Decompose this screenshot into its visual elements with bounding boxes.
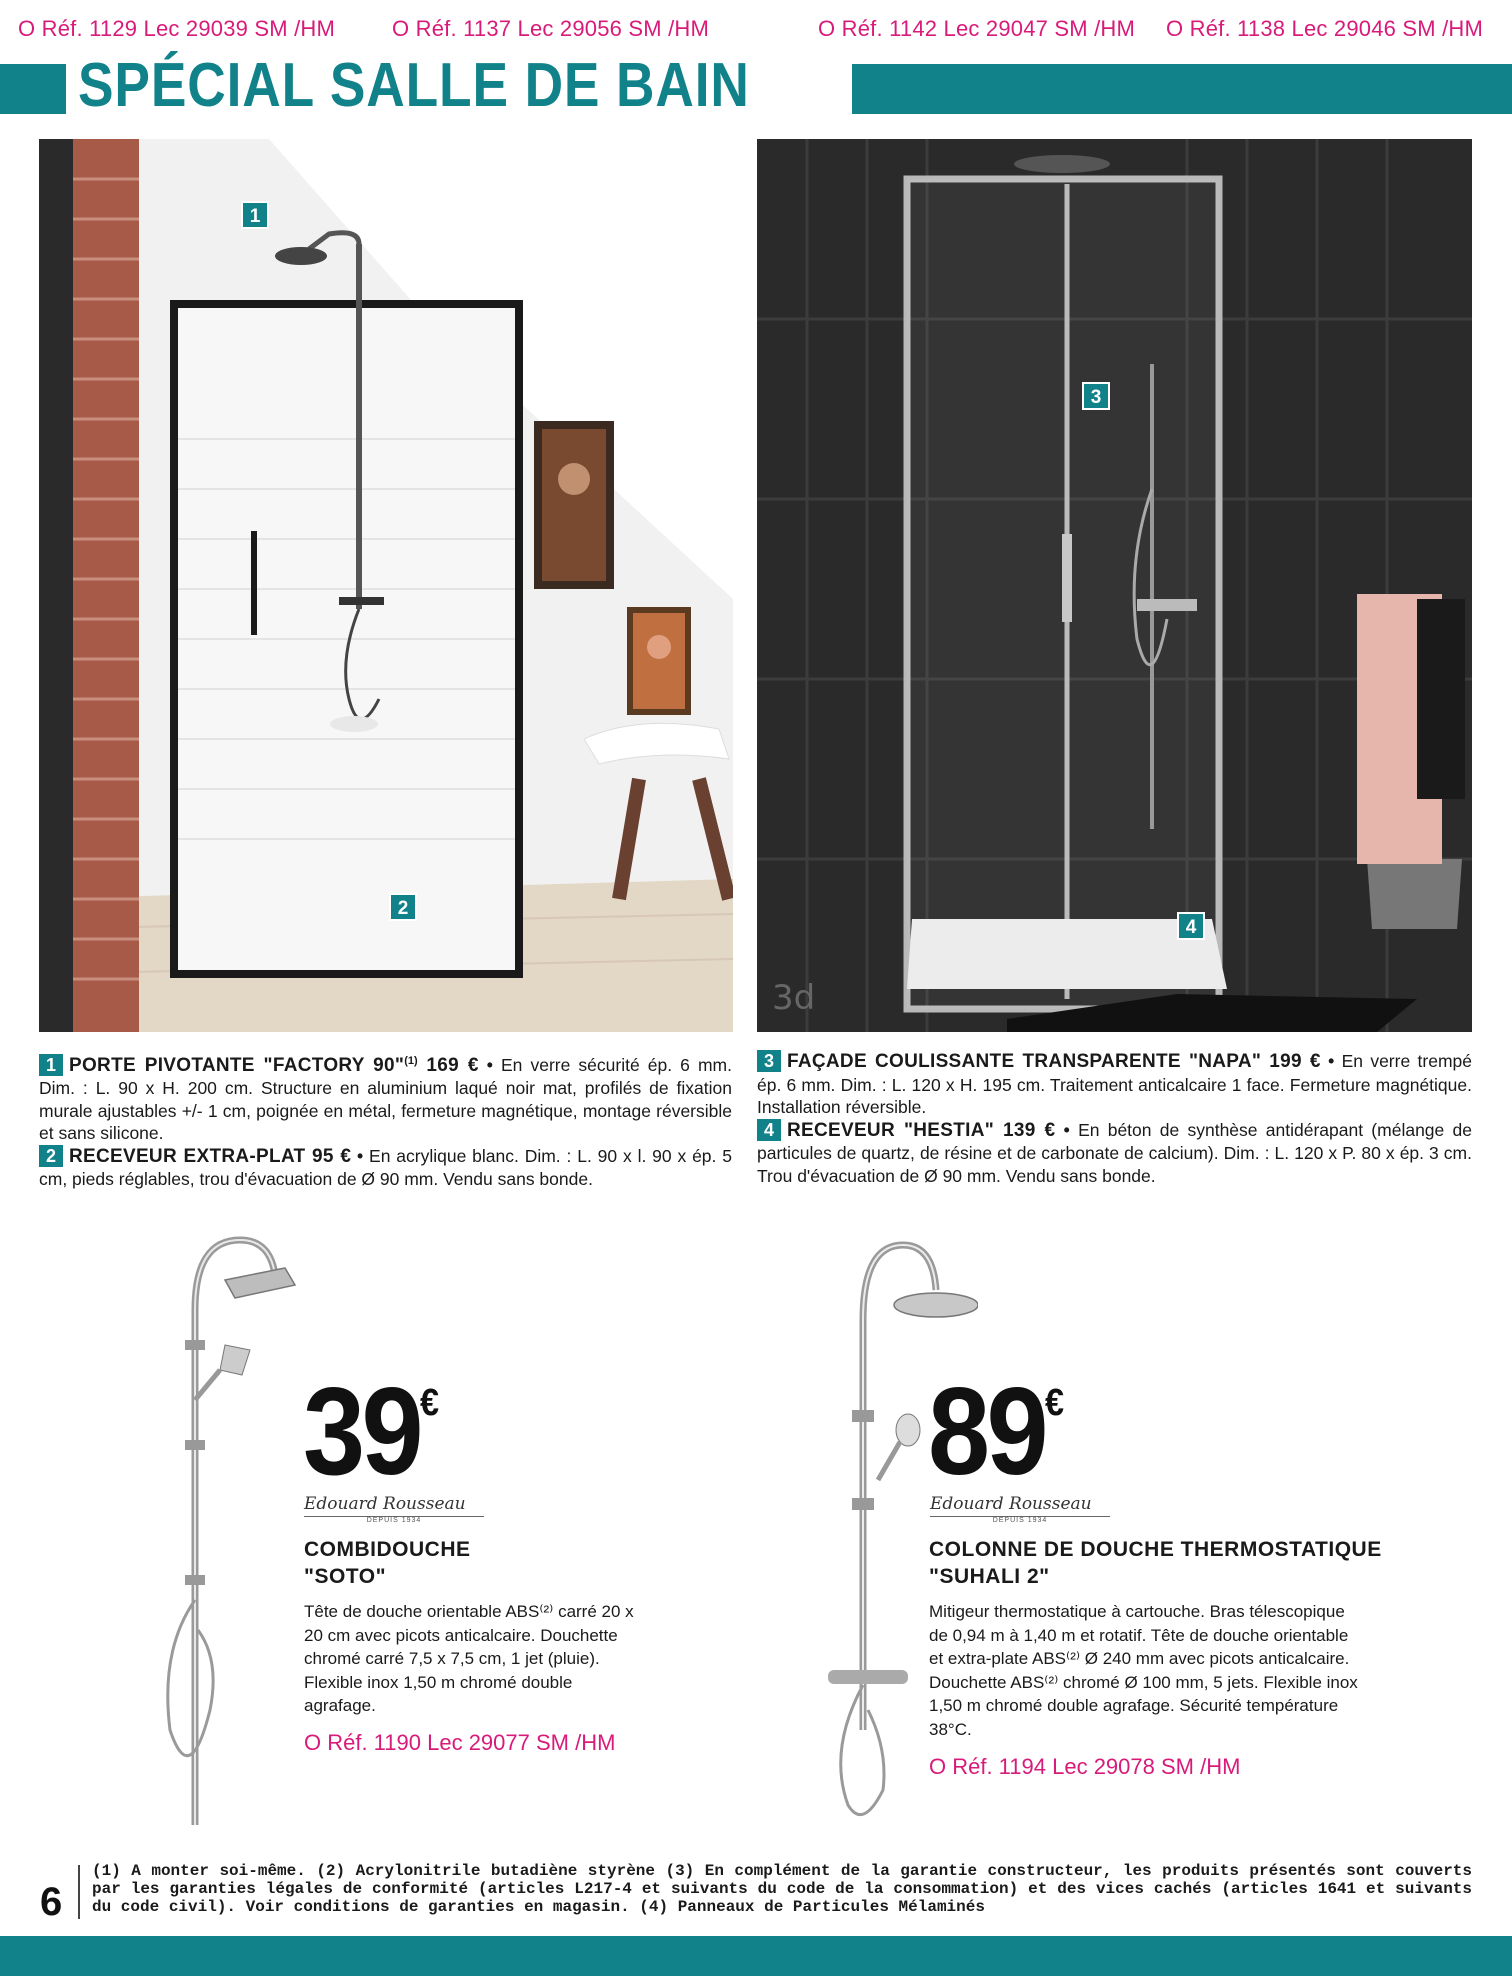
product-name-soto <box>304 1536 471 1590</box>
brand-name-suhali: Edouard Rousseau <box>930 1494 1110 1517</box>
item-sep-3: • <box>1320 1051 1342 1071</box>
item-head-3: FAÇADE COULISSANTE TRANSPARENTE "NAPA" 199 € <box>787 1051 1321 1072</box>
footer-bar <box>0 1936 1512 1976</box>
item-sep-2: • <box>351 1145 370 1166</box>
price-soto <box>303 1363 439 1501</box>
title-bar-left <box>0 64 66 114</box>
item-text-4: En béton de synthèse antidérapant (mélange de particules de quartz, de résine et de carbonate de calcium). Dim. : L. 120 x P. 80 x ép. 3 cm. Trou d'évacuation de Ø 90 mm. Vendu sans bonde. <box>757 1119 1472 1186</box>
product-name-suhali-line2: "SUHALI 2" <box>929 1565 1050 1588</box>
item-num-4: 4 <box>757 1119 781 1141</box>
footer-divider <box>78 1865 80 1919</box>
item-sep-4: • <box>1055 1119 1079 1140</box>
photo-badge-4: 4 <box>1177 912 1205 940</box>
item-text-3: En verre trempé ép. 6 mm. Dim. : L. 120 x H. 195 cm. Traitement anticalcaire 1 face. Fermeture magnétique. Installation réversible. <box>757 1051 1472 1117</box>
price-soto-value: 39 <box>303 1363 420 1501</box>
product-name-soto-line1: COMBIDOUCHE <box>304 1538 471 1561</box>
header-ref-1: O Réf. 1129 Lec 29039 SM /HM <box>18 16 336 41</box>
header-ref-4: O Réf. 1138 Lec 29046 SM /HM <box>1166 16 1484 41</box>
header-ref-2: O Réf. 1137 Lec 29056 SM /HM <box>392 16 710 41</box>
price-suhali-value: 89 <box>928 1363 1045 1501</box>
photo-badge-2: 2 <box>389 893 417 921</box>
product-ref-suhali: O Réf. 1194 Lec 29078 SM /HM <box>929 1754 1241 1779</box>
page-number: 6 <box>40 1880 63 1924</box>
product-desc-soto: Tête de douche orientable ABS⁽²⁾ carré 20 x 20 cm avec picots anticalcaire. Douchette chromé carré 7,5 x 7,5 cm, 1 jet (pluie). Flexible inox 1,50 m chromé double agrafage. <box>304 1602 634 1715</box>
item-head-2: RECEVEUR EXTRA-PLAT 95 € <box>69 1145 352 1167</box>
item-num-2: 2 <box>39 1145 63 1167</box>
photo-factory-illustration <box>39 139 733 1032</box>
product-name-suhali-line1: COLONNE DE DOUCHE THERMOSTATIQUE <box>929 1538 1382 1561</box>
price-suhali-currency: € <box>1044 1382 1064 1424</box>
brand-sub-soto: DEPUIS 1934 <box>366 1517 422 1524</box>
photo-napa-shower <box>757 139 1472 1032</box>
item-head-1: PORTE PIVOTANTE "FACTORY 90" <box>69 1054 405 1076</box>
item-num-1: 1 <box>39 1054 63 1076</box>
item-text-2: En acrylique blanc. Dim. : L. 90 x l. 90 x ép. 5 cm, pieds réglables, trou d'évacuation de Ø 90 mm. Vendu sans bonde. <box>39 1145 732 1190</box>
desc-left <box>39 1050 732 1191</box>
shower-set-soto-icon <box>150 1230 300 1830</box>
item-sup-1: (1) <box>404 1055 418 1067</box>
product-name-suhali <box>929 1536 1382 1590</box>
brand-logo-suhali <box>930 1494 1110 1524</box>
header-ref-3: O Réf. 1142 Lec 29047 SM /HM <box>818 16 1136 41</box>
price-soto-currency: € <box>419 1382 439 1424</box>
photo-napa-illustration <box>757 139 1472 1032</box>
item-num-3: 3 <box>757 1050 781 1072</box>
title-bar-right <box>852 64 1512 114</box>
item-price-1: 169 € <box>417 1054 479 1076</box>
photo-factory-shower <box>39 139 733 1032</box>
brand-name-soto: Edouard Rousseau <box>304 1494 484 1517</box>
product-desc-suhali: Mitigeur thermostatique à cartouche. Bras télescopique de 0,94 m à 1,40 m et rotatif. Tête de douche orientable et extra-plate ABS⁽²⁾ Ø 240 mm avec picots anticalcaire. Douchette ABS⁽²⁾ chromé Ø 100 mm, 5 jets. Flexible inox 1,50 m chromé double agrafage. Sécurité température 38°C. <box>929 1602 1358 1739</box>
desc-right <box>757 1050 1472 1187</box>
desc-item-2 <box>39 1145 732 1191</box>
item-head-4: RECEVEUR "HESTIA" 139 € <box>787 1119 1056 1141</box>
item-sep-1: • <box>478 1054 501 1075</box>
photo-badge-1: 1 <box>241 201 269 229</box>
desc-item-1 <box>39 1050 732 1145</box>
product-soto-image <box>150 1230 300 1830</box>
photo-watermark: 3d <box>772 978 816 1018</box>
price-suhali <box>928 1363 1064 1501</box>
footer-notes: (1) A monter soi-même. (2) Acrylonitrile butadiène styrène (3) En complément de la garantie constructeur, les produits présentés sont couverts par les garanties légales de conformité (articles L217-4 et suivants du code de la consommation) et des vices cachés (articles 1641 et suivants du code civil). Voir conditions de garanties en magasin. (4) Panneaux de Particules Mélaminés <box>92 1862 1472 1916</box>
desc-item-3 <box>757 1050 1472 1119</box>
product-name-soto-line2: "SOTO" <box>304 1565 387 1588</box>
page-title: SPÉCIAL SALLE DE BAIN <box>78 51 750 120</box>
desc-item-4 <box>757 1119 1472 1188</box>
photo-badge-3: 3 <box>1082 382 1110 410</box>
brand-logo-soto <box>304 1494 484 1524</box>
brand-sub-suhali: DEPUIS 1934 <box>992 1517 1048 1524</box>
product-ref-soto: O Réf. 1190 Lec 29077 SM /HM <box>304 1730 616 1755</box>
item-text-1: En verre sécurité ép. 6 mm. Dim. : L. 90 x H. 200 cm. Structure en aluminium laqué noir mat, profilés de fixation murale ajustables +/- 1 cm, poignée en métal, fermeture magnétique, montage réversible et sans silicone. <box>39 1054 732 1144</box>
